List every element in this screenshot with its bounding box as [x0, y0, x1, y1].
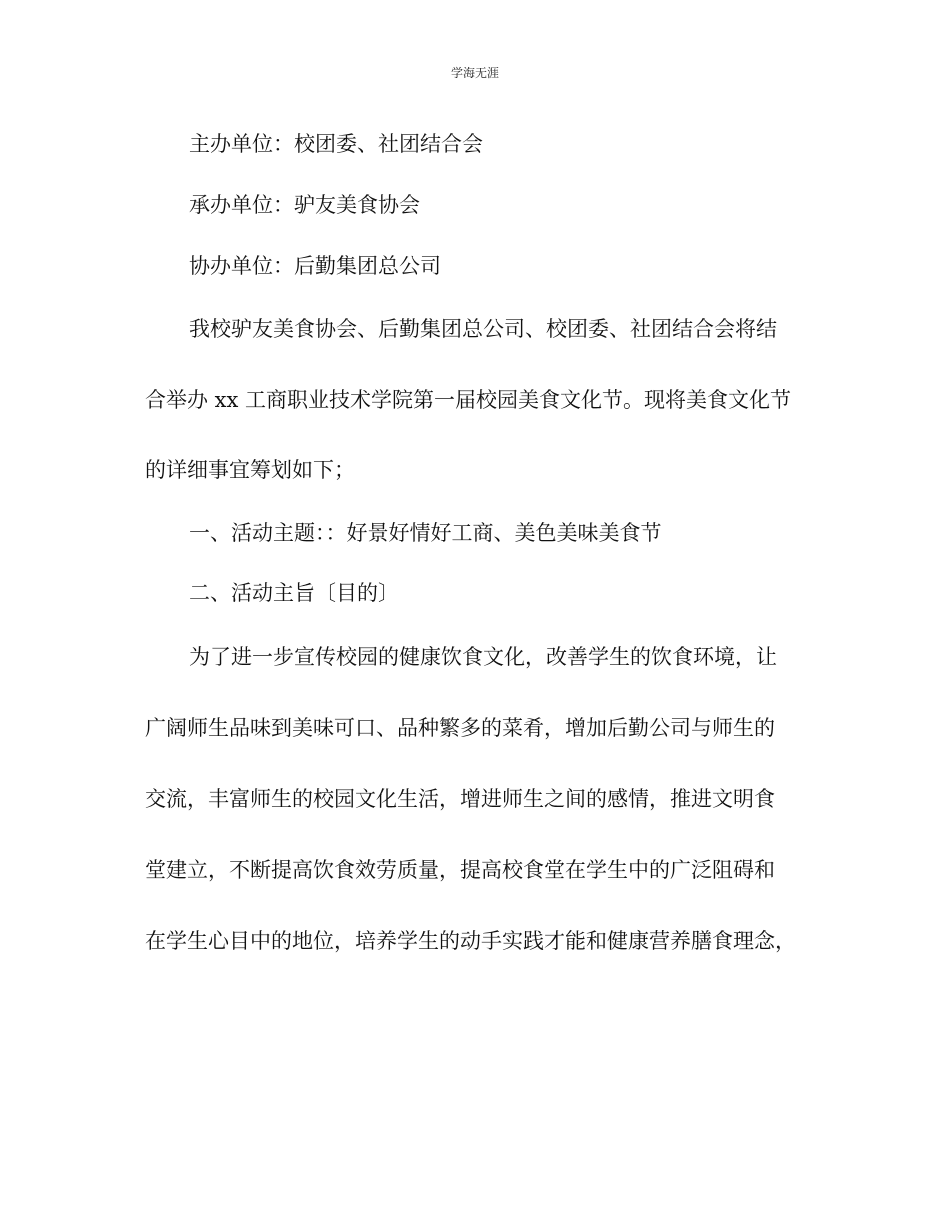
paragraph-intro-line-1: 我校驴友美食协会、后勤集团总公司、校团委、社团结合会将结 — [189, 317, 777, 341]
co-organizer-line: 协办单位：后勤集团总公司 — [189, 254, 441, 278]
section-theme-heading: 一、活动主题：：好景好情好工商、美色美味美食节 — [189, 521, 662, 545]
page-header: 学海无涯 — [450, 66, 499, 80]
undertaker-line: 承办单位：驴友美食协会 — [189, 193, 420, 217]
section-purpose-heading: 二、活动主旨〔目的〕 — [189, 581, 399, 605]
organizer-line: 主办单位：校团委、社团结合会 — [189, 132, 483, 156]
paragraph-purpose-line-5: 在学生心目中的地位，培养学生的动手实践才能和健康营养膳食理念， — [145, 929, 796, 953]
paragraph-purpose-line-1: 为了进一步宣传校园的健康饮食文化，改善学生的饮食环境，让 — [189, 645, 777, 669]
paragraph-purpose-line-3: 交流，丰富师生的校园文化生活，增进师生之间的感情，推进文明食 — [145, 787, 775, 811]
paragraph-intro-line-2: 合举办 xx 工商职业技术学院第一届校园美食文化节。现将美食文化节 — [145, 388, 792, 412]
paragraph-purpose-line-4: 堂建立，不断提高饮食效劳质量，提高校食堂在学生中的广泛阻碍和 — [145, 858, 775, 882]
paragraph-intro-line-3: 的详细事宜筹划如下； — [145, 458, 355, 482]
paragraph-purpose-line-2: 广阔师生品味到美味可口、品种繁多的菜肴，增加后勤公司与师生的 — [145, 716, 775, 740]
